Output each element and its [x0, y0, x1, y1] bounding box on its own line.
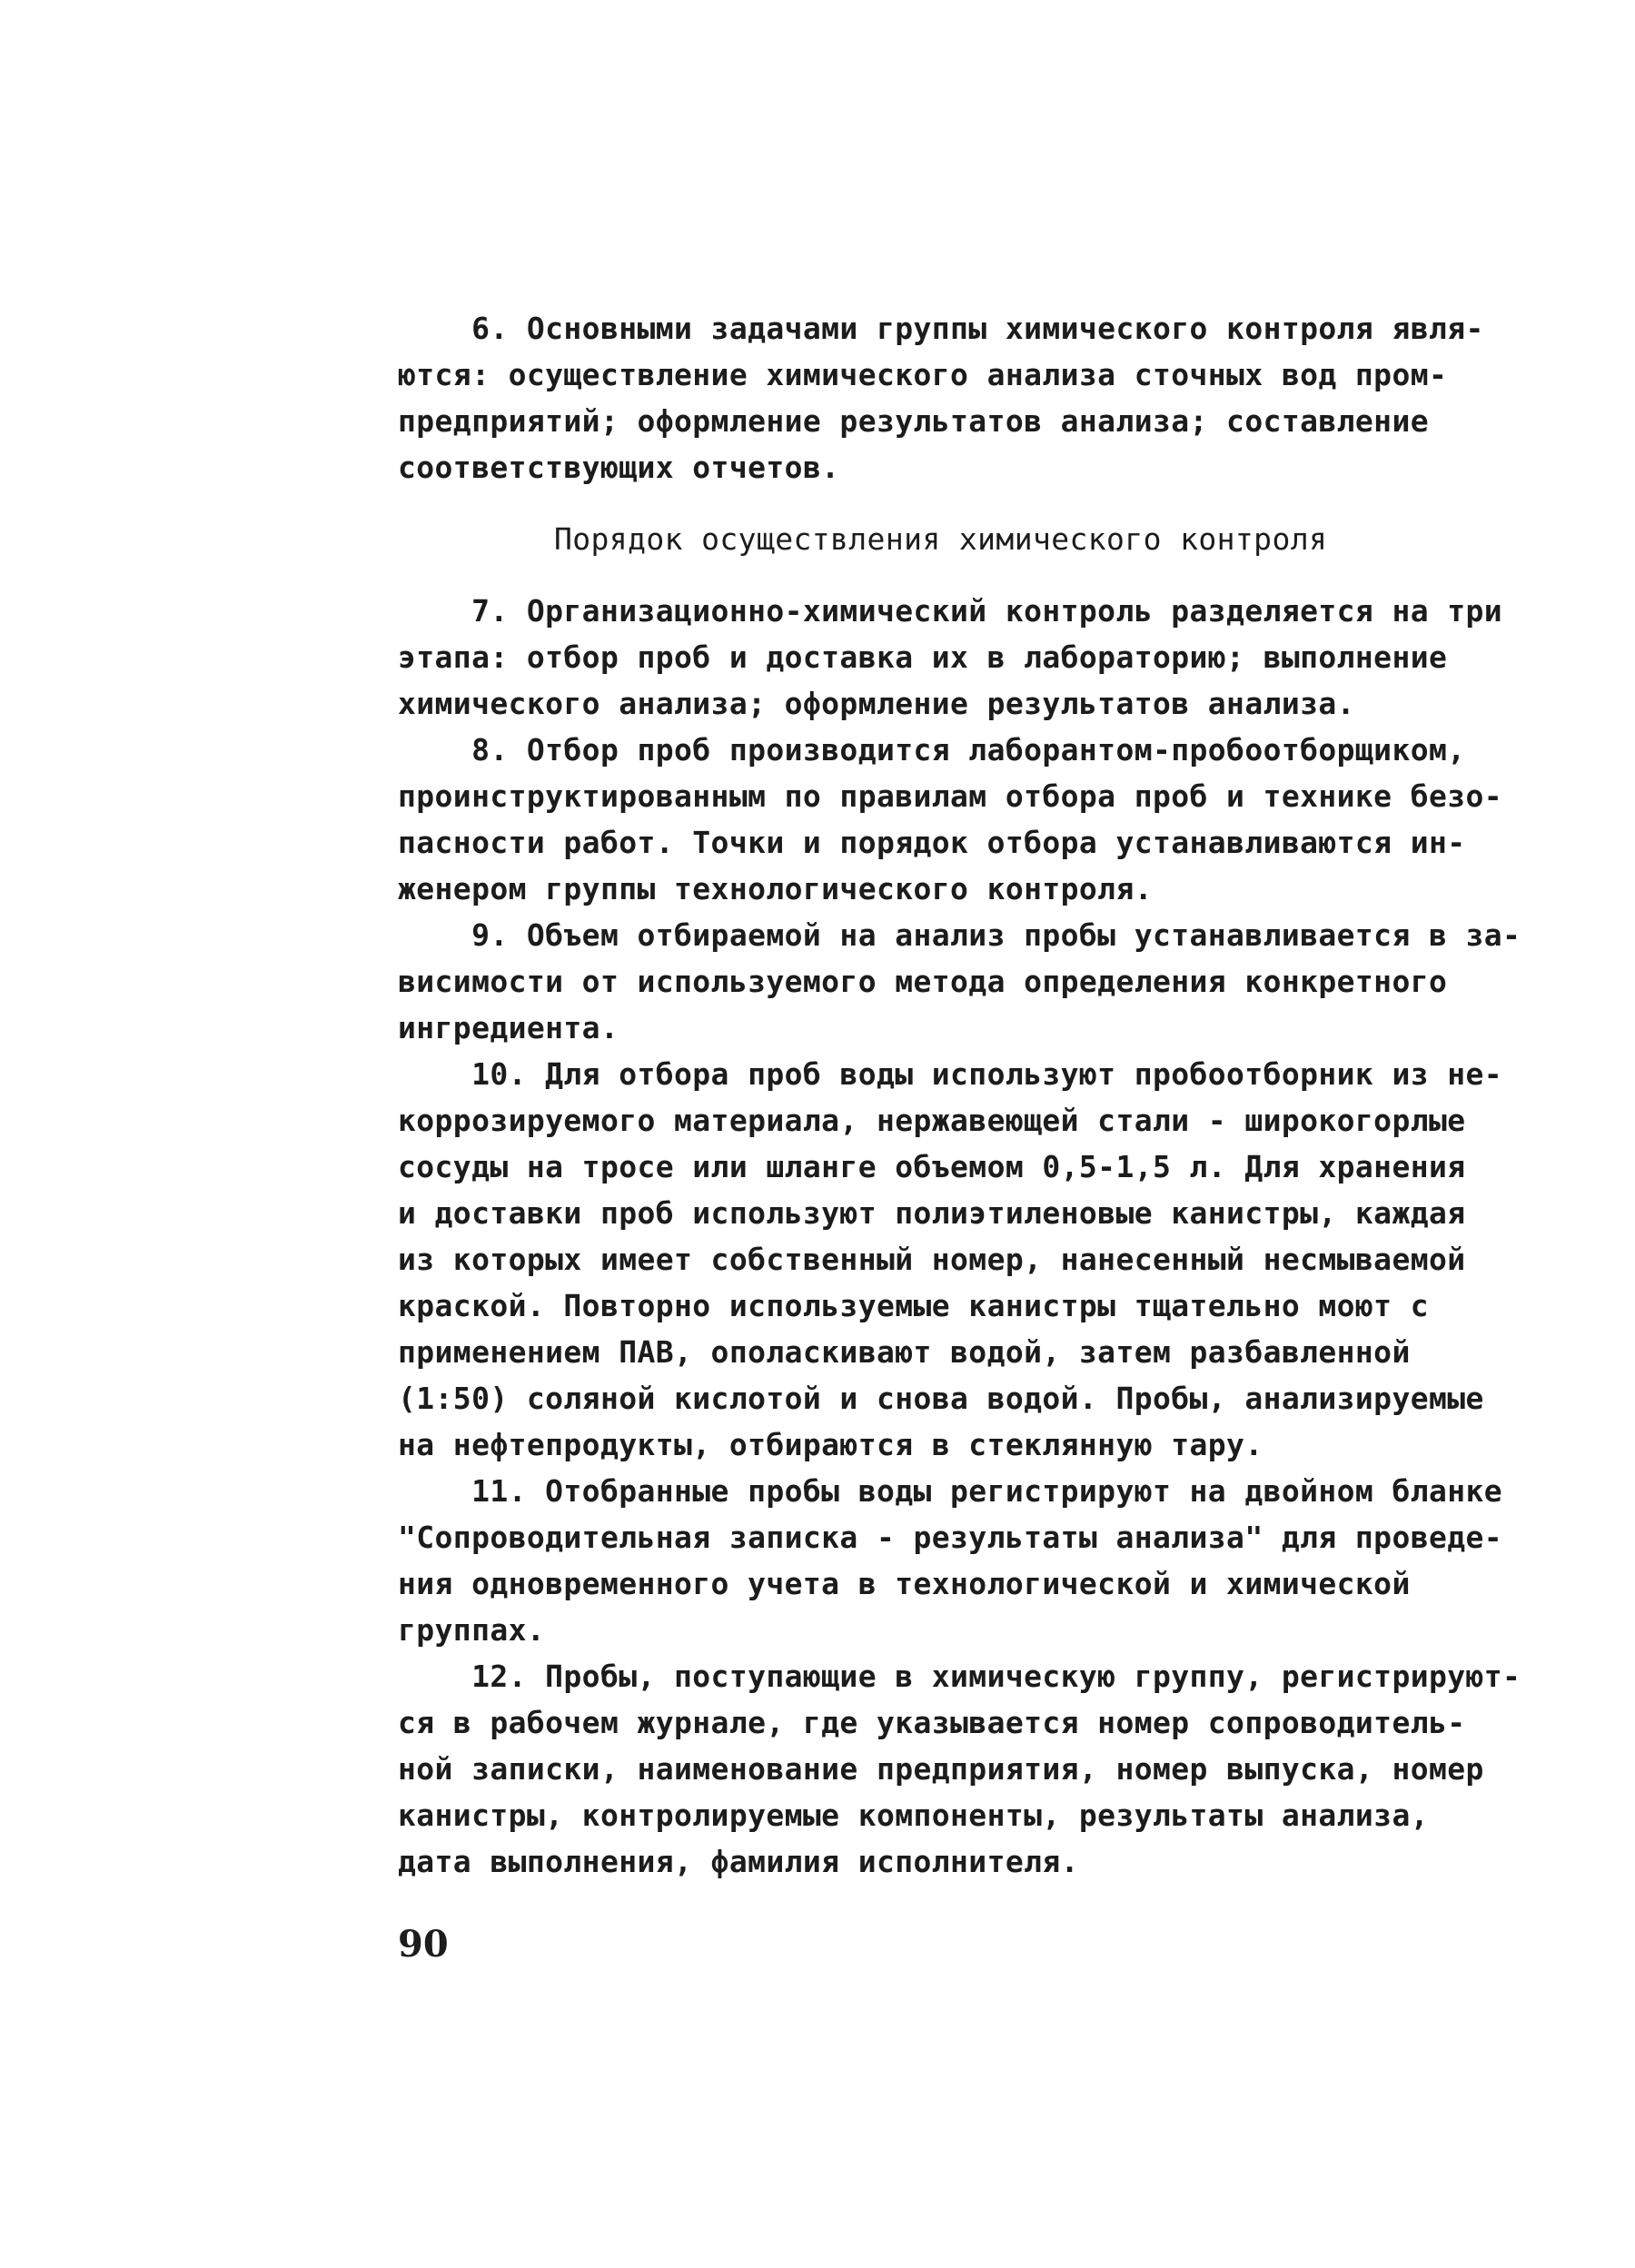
paragraph-11 — [398, 1468, 1551, 1653]
paragraph-line: 10. Для отбора проб воды используют пробоотборник из не- — [398, 1056, 1503, 1092]
section-heading: Порядок осуществления химического контроля — [554, 521, 1328, 557]
paragraph-7 — [398, 588, 1551, 727]
paragraph-line: на нефтепродукты, отбираются в стеклянную тару. — [398, 1427, 1263, 1462]
paragraph-line: (1:50) соляной кислотой и снова водой. Пробы, анализируемые — [398, 1381, 1484, 1416]
paragraph-line: ются: осуществление химического анализа сточных вод пром- — [398, 357, 1448, 392]
paragraph-line: этапа: отбор проб и доставка их в лабораторию; выполнение — [398, 639, 1448, 675]
paragraph-line: 11. Отобранные пробы воды регистрируют на двойном бланке — [398, 1473, 1503, 1509]
paragraph-line: ся в рабочем журнале, где указывается номер сопроводитель- — [398, 1705, 1466, 1740]
paragraph-line: и доставки проб используют полиэтиленовые канистры, каждая — [398, 1195, 1466, 1231]
paragraph-line: канистры, контролируемые компоненты, результаты анализа, — [398, 1798, 1429, 1833]
paragraph-line: группах. — [398, 1612, 546, 1648]
paragraph-line: 7. Организационно-химический контроль разделяется на три — [398, 593, 1503, 629]
paragraph-line: 9. Объем отбираемой на анализ пробы устанавливается в за- — [398, 917, 1521, 953]
paragraph-line: пасности работ. Точки и порядок отбора устанавливаются ин- — [398, 825, 1466, 860]
paragraph-6 — [398, 305, 1551, 490]
paragraph-9 — [398, 912, 1551, 1051]
paragraph-line: коррозируемого материала, нержавеющей стали - широкогорлые — [398, 1103, 1466, 1138]
paragraph-line: сосуды на тросе или шланге объемом 0,5-1,5 л. Для хранения — [398, 1149, 1466, 1184]
paragraph-line: проинструктированным по правилам отбора проб и технике безо- — [398, 778, 1503, 814]
paragraph-10 — [398, 1051, 1551, 1468]
paragraph-line: предприятий; оформление результатов анализа; составление — [398, 403, 1429, 439]
paragraph-8 — [398, 727, 1551, 912]
paragraph-line: соответствующих отчетов. — [398, 450, 840, 485]
paragraph-line: 6. Основными задачами группы химического контроля явля- — [398, 311, 1484, 346]
document-body — [398, 305, 1551, 1885]
paragraph-line: ной записки, наименование предприятия, номер выпуска, номер — [398, 1751, 1484, 1787]
page-number: 90 — [398, 1923, 449, 1966]
paragraph-line: женером группы технологического контроля. — [398, 871, 1153, 906]
paragraph-line: "Сопроводительная записка - результаты анализа" для проведе- — [398, 1520, 1503, 1555]
paragraph-12 — [398, 1653, 1551, 1885]
paragraph-line: применением ПАВ, ополаскивают водой, затем разбавленной — [398, 1334, 1411, 1370]
paragraph-line: ингредиента. — [398, 1010, 619, 1045]
paragraph-line: краской. Повторно используемые канистры тщательно моют с — [398, 1288, 1429, 1323]
paragraph-line: ния одновременного учета в технологической и химической — [398, 1566, 1411, 1601]
paragraph-line: химического анализа; оформление результатов анализа. — [398, 686, 1355, 721]
paragraph-line: 8. Отбор проб производится лаборантом-пробоотборщиком, — [398, 732, 1466, 768]
paragraph-line: висимости от используемого метода определения конкретного — [398, 964, 1448, 999]
paragraph-line: 12. Пробы, поступающие в химическую группу, регистрируют- — [398, 1659, 1521, 1694]
paragraph-line: из которых имеет собственный номер, нанесенный несмываемой — [398, 1242, 1466, 1277]
paragraph-line: дата выполнения, фамилия исполнителя. — [398, 1844, 1079, 1879]
